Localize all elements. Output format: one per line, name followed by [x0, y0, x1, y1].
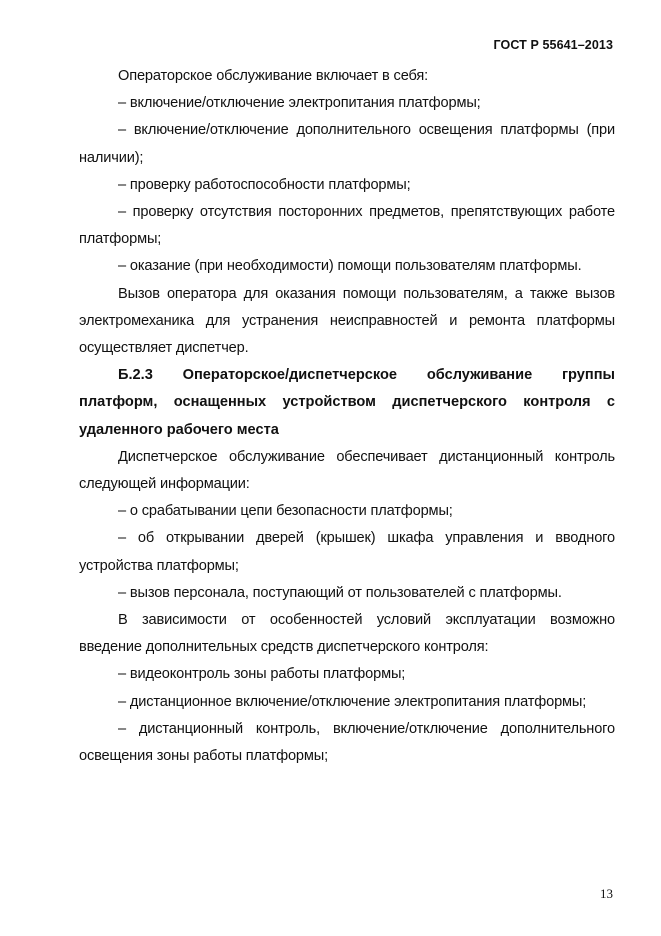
list-item: – о срабатывании цепи безопасности платформы;: [118, 503, 453, 520]
list-item: – проверку работоспособности платформы;: [118, 176, 411, 193]
list-item: – дистанционное включение/отключение электропитания платформы;: [118, 693, 587, 710]
list-item: – включение/отключение электропитания платформы;: [118, 95, 481, 112]
paragraph: Операторское обслуживание включает в себя:: [118, 68, 429, 84]
section-heading: Б.2.3 Операторское/диспетчерское обслуживание группы платформ, оснащенных устройством диспетчерского контроля с удаленного рабочего места: [79, 367, 615, 438]
paragraph: В зависимости от особенностей условий эксплуатации возможно введение дополнительных средств диспетчерского контроля:: [79, 612, 615, 656]
list-item: – оказание (при необходимости) помощи пользователям платформы.: [118, 258, 582, 275]
paragraph: Диспетчерское обслуживание обеспечивает дистанционный контроль следующей информации:: [79, 448, 615, 493]
document-body: [79, 63, 615, 770]
list-item: – вызов персонала, поступающий от пользователей с платформы.: [118, 584, 562, 601]
standard-header: ГОСТ Р 55641–2013: [493, 38, 613, 52]
list-item: – видеоконтроль зоны работы платформы;: [118, 666, 406, 683]
list-item: – дистанционный контроль, включение/отключение дополнительного освещения зоны работы платформы;: [79, 720, 615, 765]
list-item: – об открывании дверей (крышек) шкафа управления и вводного устройства платформы;: [79, 530, 615, 574]
list-item: – проверку отсутствия посторонних предметов, препятствующих работе платформы;: [79, 204, 615, 248]
list-item: – включение/отключение дополнительного освещения платформы (при наличии);: [79, 122, 615, 166]
page-number: 13: [600, 886, 613, 901]
paragraph: Вызов оператора для оказания помощи пользователям, а также вызов электромеханика для устранения неисправностей и ремонта платформы осуществляет диспетчер.: [79, 285, 615, 357]
